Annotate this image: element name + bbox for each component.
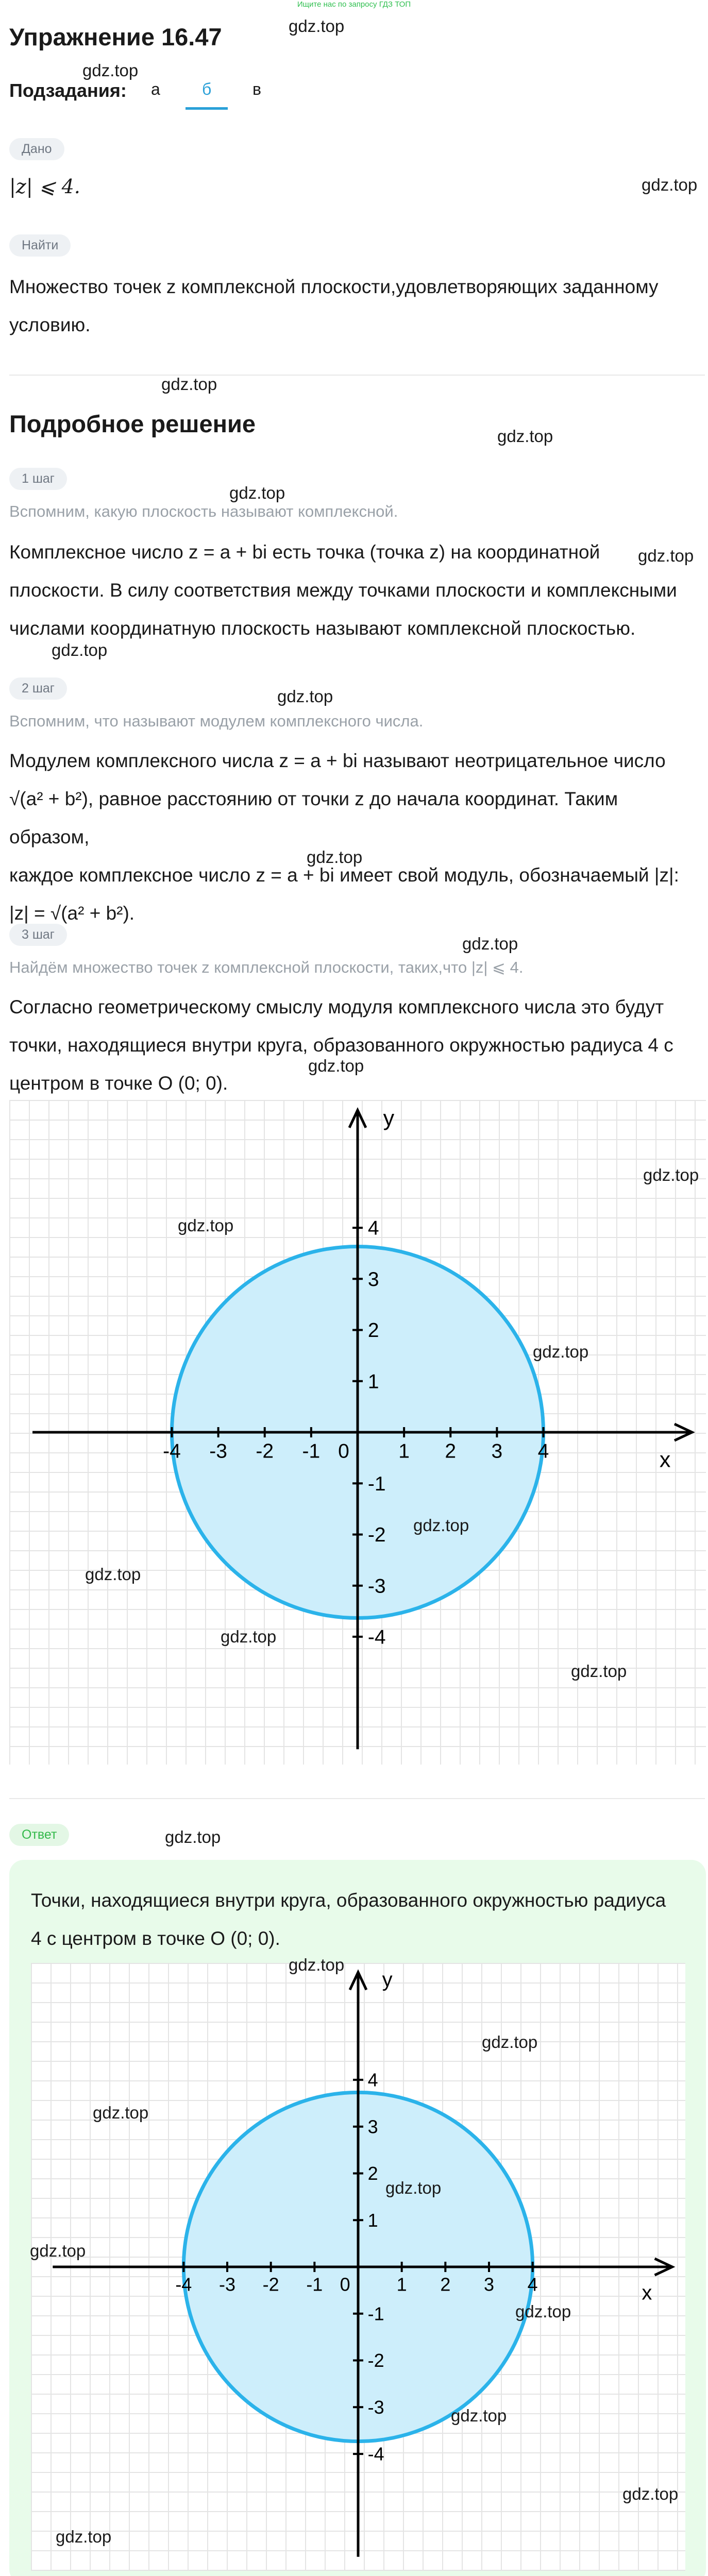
x-tick-label: 0 bbox=[340, 2274, 350, 2295]
given-formula: |z| ⩽ 4. bbox=[9, 175, 80, 198]
y-tick-label: 1 bbox=[367, 1370, 379, 1393]
y-tick-label: -4 bbox=[367, 2443, 384, 2465]
answer-pill: Ответ bbox=[9, 1824, 69, 1846]
y-tick-label: -1 bbox=[367, 2303, 384, 2325]
answer-divider bbox=[9, 1798, 705, 1799]
watermark: gdz.top bbox=[289, 16, 345, 36]
watermark: gdz.top bbox=[221, 1627, 277, 1646]
y-tick-label: -2 bbox=[367, 1524, 386, 1547]
watermark: gdz.top bbox=[229, 483, 285, 502]
watermark: gdz.top bbox=[482, 2032, 538, 2052]
step-2-line-3: каждое комплексное число z = a + bi имеет свой модуль, обозначаемый |z|: bbox=[9, 865, 679, 886]
watermark: gdz.top bbox=[622, 2484, 679, 2503]
watermark: gdz.top bbox=[56, 2527, 112, 2546]
x-tick-label: 3 bbox=[483, 2274, 495, 2295]
step-1-line-3: числами координатную плоскость называют комплексной плоскостью. bbox=[9, 618, 636, 639]
x-tick-label: -4 bbox=[163, 1440, 181, 1463]
y-axis-label: y bbox=[382, 1968, 393, 1991]
watermark: gdz.top bbox=[52, 640, 108, 659]
x-tick-label: -1 bbox=[302, 1440, 321, 1463]
watermark: gdz.top bbox=[161, 375, 217, 394]
y-tick-label: 4 bbox=[367, 2069, 378, 2091]
tab-a[interactable]: а bbox=[151, 80, 160, 98]
x-tick-label: -3 bbox=[209, 1440, 227, 1463]
watermark: gdz.top bbox=[385, 2178, 442, 2197]
step-2-line-1: Модулем комплексного числа z = a + bi называют неотрицательное число bbox=[9, 750, 666, 771]
answer-graph-svg bbox=[31, 1963, 685, 2571]
x-tick-label: -2 bbox=[256, 1440, 274, 1463]
section-divider bbox=[9, 375, 705, 376]
watermark: gdz.top bbox=[533, 1342, 589, 1361]
y-tick-label: -3 bbox=[367, 2396, 384, 2418]
x-tick-label: 0 bbox=[338, 1440, 349, 1463]
step-3-hint: Найдём множество точек z комплексной плоскости, таких,что |z| ⩽ 4. bbox=[9, 958, 524, 976]
find-text: Множество точек z комплексной плоскости,удовлетворяющих заданному условию. bbox=[9, 276, 659, 335]
watermark: gdz.top bbox=[497, 427, 553, 446]
step-2-hint: Вспомним, что называют модулем комплексного числа. bbox=[9, 712, 424, 730]
watermark: gdz.top bbox=[413, 1516, 469, 1535]
watermark: gdz.top bbox=[165, 1827, 221, 1846]
step-1-line-2: плоскости. В силу соответствия между точками плоскости и комплексными bbox=[9, 580, 677, 601]
y-tick-label: 4 bbox=[367, 1217, 379, 1240]
step-1-pill: 1 шаг bbox=[9, 468, 67, 490]
y-tick-label: 2 bbox=[367, 2163, 378, 2184]
step-2-line-4: |z| = √(a² + b²). bbox=[9, 903, 135, 924]
watermark: gdz.top bbox=[82, 61, 139, 80]
answer-line-2: 4 с центром в точке O (0; 0). bbox=[31, 1928, 280, 1949]
step-2-text bbox=[9, 742, 702, 933]
y-tick-label: -2 bbox=[367, 2350, 384, 2371]
watermark: gdz.top bbox=[462, 934, 518, 953]
watermark: gdz.top bbox=[307, 848, 363, 867]
answer-text bbox=[31, 1882, 696, 1958]
step-3-line-3: центром в точке O (0; 0). bbox=[9, 1073, 228, 1094]
y-tick-label: 1 bbox=[367, 2209, 378, 2231]
step-2-pill: 2 шаг bbox=[9, 677, 67, 700]
step-2-line-2: √(a² + b²), равное расстоянию от точки z до начала координат. Таким образом, bbox=[9, 788, 618, 848]
watermark: gdz.top bbox=[638, 546, 694, 565]
y-tick-label: -1 bbox=[367, 1472, 386, 1495]
step-3-line-2: точки, находящиеся внутри круга, образованного окружностью радиуса 4 с bbox=[9, 1035, 673, 1056]
watermark: gdz.top bbox=[289, 1955, 345, 1974]
watermark: gdz.top bbox=[30, 2241, 86, 2260]
given-pill: Дано bbox=[9, 138, 64, 160]
watermark: gdz.top bbox=[178, 1216, 234, 1235]
x-tick-label: 1 bbox=[398, 1440, 410, 1463]
step-3-line-1: Согласно геометрическому смыслу модуля комплексного числа это будут bbox=[9, 996, 664, 1018]
x-tick-label: 3 bbox=[491, 1440, 503, 1463]
x-tick-label: 2 bbox=[445, 1440, 457, 1463]
answer-line-1: Точки, находящиеся внутри круга, образованного окружностью радиуса bbox=[31, 1890, 666, 1911]
y-tick-label: 3 bbox=[367, 1268, 379, 1291]
step-1-hint: Вспомним, какую плоскость называют комплексной. bbox=[9, 502, 398, 520]
step-1-text bbox=[9, 533, 702, 648]
subtasks-label: Подзадания: bbox=[9, 80, 127, 101]
y-tick-label: 3 bbox=[367, 2116, 378, 2138]
watermark: gdz.top bbox=[277, 687, 333, 706]
page-title: Упражнение 16.47 bbox=[9, 23, 222, 50]
x-tick-label: -1 bbox=[306, 2274, 323, 2295]
top-search-note: Ищите нас по запросу ГДЗ ТОП bbox=[297, 0, 411, 9]
watermark: gdz.top bbox=[451, 2406, 507, 2425]
x-tick-label: -3 bbox=[218, 2274, 236, 2295]
step-3-text bbox=[9, 988, 702, 1103]
x-tick-label: 4 bbox=[527, 2274, 538, 2295]
step-1-line-1: Комплексное число z = a + bi есть точка (точка z) на координатной bbox=[9, 541, 600, 563]
solution-title: Подробное решение bbox=[9, 410, 256, 437]
x-tick-label: 4 bbox=[537, 1440, 549, 1463]
x-tick-label: 1 bbox=[396, 2274, 407, 2295]
watermark: gdz.top bbox=[571, 1662, 627, 1681]
y-axis-label: y bbox=[383, 1106, 395, 1131]
y-tick-label: -3 bbox=[367, 1575, 386, 1598]
x-axis-label: x bbox=[659, 1447, 671, 1472]
watermark: gdz.top bbox=[642, 175, 698, 194]
tab-b[interactable]: б bbox=[202, 80, 212, 98]
y-tick-label: -4 bbox=[367, 1626, 386, 1649]
y-tick-label: 2 bbox=[367, 1319, 379, 1342]
step-3-pill: 3 шаг bbox=[9, 924, 67, 946]
answer-graph bbox=[31, 1963, 685, 2571]
watermark: gdz.top bbox=[308, 1056, 364, 1075]
watermark: gdz.top bbox=[643, 1165, 699, 1184]
active-tab-underline bbox=[186, 107, 228, 110]
tab-v[interactable]: в bbox=[252, 80, 261, 98]
watermark: gdz.top bbox=[515, 2302, 571, 2321]
x-axis-label: x bbox=[642, 2281, 652, 2304]
x-tick-label: 2 bbox=[440, 2274, 451, 2295]
watermark: gdz.top bbox=[85, 1565, 141, 1584]
watermark: gdz.top bbox=[93, 2103, 149, 2122]
x-tick-label: -4 bbox=[175, 2274, 192, 2295]
x-tick-label: -2 bbox=[262, 2274, 279, 2295]
find-pill: Найти bbox=[9, 234, 71, 257]
